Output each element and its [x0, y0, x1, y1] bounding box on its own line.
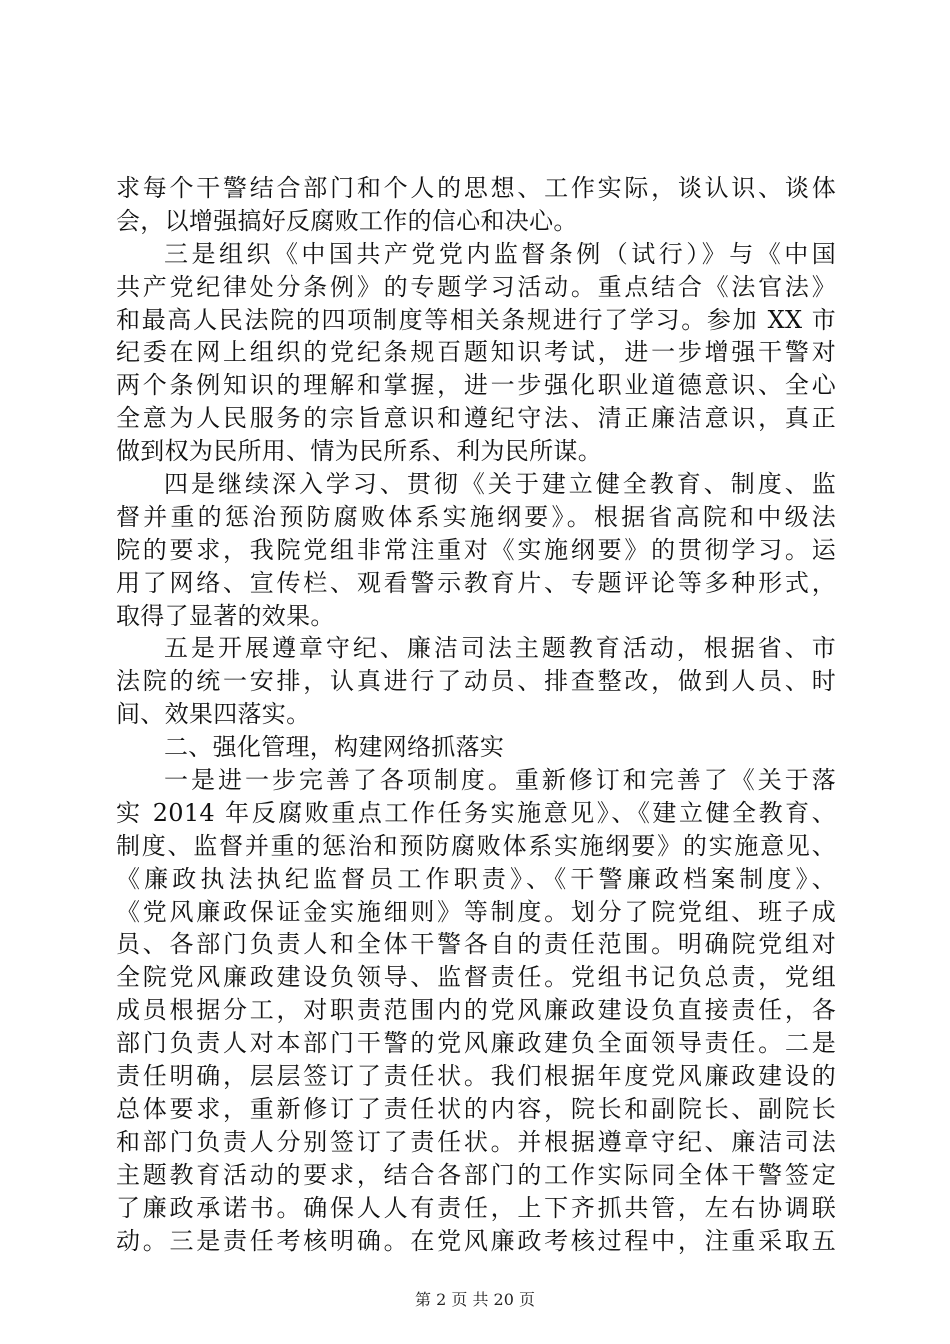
text-line: 主题教育活动的要求，结合各部门的工作实际同全体干警签定	[116, 1160, 836, 1189]
text-line: 两个条例知识的理解和掌握，进一步强化职业道德意识、全心	[116, 371, 836, 400]
text-line: 成员根据分工，对职责范围内的党风廉政建设负直接责任，各	[116, 996, 836, 1025]
text-line: 总体要求，重新修订了责任状的内容，院长和副院长、副院长	[116, 1094, 836, 1123]
text-line: 二、强化管理，构建网络抓落实	[164, 733, 505, 762]
text-line: 共产党纪律处分条例》的专题学习活动。重点结合《法官法》	[116, 272, 836, 301]
text-line: 制度、监督并重的惩治和预防腐败体系实施纲要》的实施意见、	[116, 831, 836, 860]
text-line: 一是进一步完善了各项制度。重新修订和完善了《关于落	[164, 766, 836, 795]
text-line: 取得了显著的效果。	[116, 601, 335, 630]
text-line: 督并重的惩治预防腐败体系实施纲要》。根据省高院和中级法	[116, 502, 836, 531]
text-line: 责任明确，层层签订了责任状。我们根据年度党风廉政建设的	[116, 1062, 836, 1091]
text-line: 全意为人民服务的宗旨意识和遵纪守法、清正廉洁意识，真正	[116, 404, 836, 433]
text-line: 和最高人民法院的四项制度等相关条规进行了学习。参加 XX 市	[116, 305, 836, 334]
text-line: 《廉政执法执纪监督员工作职责》、《干警廉政档案制度》、	[116, 864, 836, 893]
text-line: 五是开展遵章守纪、廉洁司法主题教育活动，根据省、市	[164, 634, 836, 663]
text-line: 实 2014 年反腐败重点工作任务实施意见》、《建立健全教育、	[116, 798, 836, 827]
text-line: 全院党风廉政建设负领导、监督责任。党组书记负总责，党组	[116, 963, 836, 992]
text-line: 员、各部门负责人和全体干警各自的责任范围。明确院党组对	[116, 930, 836, 959]
text-line: 会，以增强搞好反腐败工作的信心和决心。	[116, 206, 578, 235]
text-line: 部门负责人对本部门干警的党风廉政建负全面领导责任。二是	[116, 1029, 836, 1058]
text-line: 做到权为民所用、情为民所系、利为民所谋。	[116, 437, 602, 466]
text-line: 了廉政承诺书。确保人人有责任，上下齐抓共管，左右协调联	[116, 1193, 836, 1222]
text-line: 动。三是责任考核明确。在党风廉政考核过程中，注重采取五	[116, 1226, 836, 1255]
text-line: 四是继续深入学习、贯彻《关于建立健全教育、制度、监	[164, 470, 836, 499]
text-line: 院的要求，我院党组非常注重对《实施纲要》的贯彻学习。运	[116, 535, 836, 564]
text-line: 和部门负责人分别签订了责任状。并根据遵章守纪、廉洁司法	[116, 1127, 836, 1156]
text-line: 法院的统一安排，认真进行了动员、排查整改，做到人员、时	[116, 667, 836, 696]
page-footer: 第 2 页 共 20 页	[415, 1290, 535, 1309]
text-line: 《党风廉政保证金实施细则》等制度。划分了院党组、班子成	[116, 897, 836, 926]
text-line: 纪委在网上组织的党纪条规百题知识考试，进一步增强干警对	[116, 338, 836, 367]
text-line: 求每个干警结合部门和个人的思想、工作实际，谈认识、谈体	[116, 174, 836, 202]
document-body	[116, 172, 836, 1257]
text-line: 间、效果四落实。	[116, 700, 311, 729]
text-line: 三是组织《中国共产党党内监督条例（试行）》与《中国	[164, 239, 836, 268]
text-line: 用了网络、宣传栏、观看警示教育片、专题评论等多种形式，	[116, 568, 836, 597]
